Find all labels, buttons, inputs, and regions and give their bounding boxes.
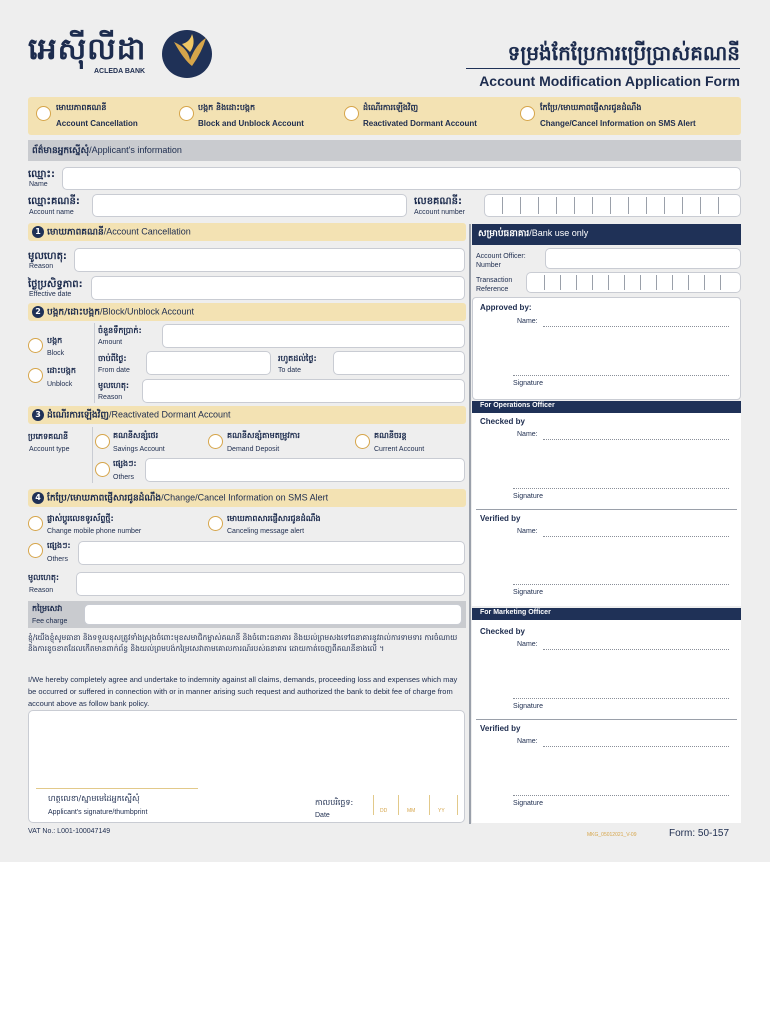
unblock-label-en: Unblock <box>47 381 73 388</box>
mkt-checked-signature-label: Signature <box>513 703 543 710</box>
name-label-en: Name <box>29 181 48 188</box>
change-phone-label-kh: ផ្លាស់ប្តូរលេខទូរស័ព្ទថ្មី: <box>47 514 114 523</box>
name-label-kh: ឈ្មោះ: <box>28 169 55 180</box>
cancel-alert-label-en: Canceling message alert <box>227 528 305 535</box>
from-date-label-en: From date <box>98 367 130 374</box>
option-4-kh: កែប្រែ/មោឃភាពផ្ញើសារជូនដំណឹង <box>540 103 642 112</box>
current-radio[interactable] <box>355 434 370 449</box>
approved-by-label: Approved by: <box>480 303 532 312</box>
account-cancellation-radio[interactable] <box>36 106 51 121</box>
bank-column-border <box>469 224 471 824</box>
acleda-logo-icon <box>162 30 212 78</box>
account-officer-input[interactable] <box>545 248 741 269</box>
date-tick-2 <box>398 795 399 815</box>
operations-heading: For Operations Officer <box>480 402 555 409</box>
sms-alert-radio[interactable] <box>520 106 535 121</box>
ops-verified-name-label: Name: <box>517 528 538 535</box>
ops-checked-signature-label: Signature <box>513 493 543 500</box>
effective-label-kh: ថ្ងៃប្រសិទ្ធភាព: <box>28 279 83 290</box>
from-date-input[interactable] <box>146 351 271 375</box>
mkt-checked-by-label: Checked by <box>480 627 525 636</box>
option-2-kh: បង្កក និងដោះបង្កក <box>198 103 256 112</box>
approved-signature-label: Signature <box>513 380 543 387</box>
mkt-checked-name-label: Name: <box>517 641 538 648</box>
date-label-kh: កាលបរិច្ឆេទ: <box>315 798 354 807</box>
option-1-en: Account Cancellation <box>56 119 138 128</box>
date-mm: MM <box>407 808 416 814</box>
others-3-radio[interactable] <box>95 462 110 477</box>
signature-box[interactable] <box>28 710 465 823</box>
account-name-input[interactable] <box>92 194 407 217</box>
ops-checked-signature-line <box>513 488 729 489</box>
declaration-khmer: ខ្ញុំ/យើងខ្ញុំសូមធានា និងទទួលខុសត្រូវទាំងស្រុងចំពោះមុខសមាជិកម្ចាស់គណនី និងចំពោះធនាគារ និងយល់ព្រមសងទៅធនាគារនូវរាល់ការទាមទារ ការចំណាយ និងការខូចខាតដែលកើតមានពាក់ព័ន្ធ និងយល់ព្រមបង់កម្រៃសេវាតាមគោលការណ៍របស់ធនាគារ ដោយកាត់ចេញពីគណនីខាងលើ ។ <box>28 633 458 653</box>
reason-1-label-en: Reason <box>29 263 54 270</box>
mkt-checked-name-line <box>543 649 729 650</box>
bank-use-heading: សម្រាប់ធនាគារ/Bank use only <box>478 228 589 239</box>
reason-4-input[interactable] <box>76 572 465 596</box>
account-type-label-kh: ប្រភេទគណនី <box>28 432 69 441</box>
mkt-verified-name-label: Name: <box>517 738 538 745</box>
ops-checked-name-label: Name: <box>517 431 538 438</box>
demand-label-en: Demand Deposit <box>227 446 280 453</box>
account-number-label-kh: លេខគណនី: <box>414 196 462 207</box>
account-officer-label: Account Officer: Number <box>476 253 526 269</box>
mkt-verified-signature-label: Signature <box>513 800 543 807</box>
reason-4-label-kh: មូលហេតុ: <box>28 573 60 582</box>
marketing-heading: For Marketing Officer <box>480 609 551 616</box>
date-tick-1 <box>373 795 374 815</box>
option-1-kh: មោឃភាពគណនី <box>56 103 107 112</box>
option-3-kh: ដំណើរការឡើងវិញ <box>363 103 419 112</box>
others-3-label-kh: ផ្សេងៗ: <box>113 459 137 468</box>
savings-label-kh: គណនីសន្សំថេរ <box>113 431 159 440</box>
block-unblock-radio[interactable] <box>179 106 194 121</box>
others-4-input[interactable] <box>78 541 465 565</box>
title-underline <box>466 68 740 69</box>
savings-label-en: Savings Account <box>113 446 165 453</box>
mkt-checked-signature-line <box>513 698 729 699</box>
section-2-heading: 2 បង្កក/ដោះបង្កក/Block/Unblock Account <box>32 306 194 320</box>
name-input[interactable] <box>62 167 741 190</box>
logo-english: ACLEDA BANK <box>94 68 146 75</box>
mkt-verified-signature-line <box>513 795 729 796</box>
others-4-label-en: Others <box>47 556 69 563</box>
form-title-khmer: ទម្រង់កែប្រែការប្រើប្រាស់គណនី <box>507 41 740 65</box>
declaration-english: I/We hereby completely agree and undertake to indemnity against all claims, demands, proceeding loss and expenses which may be occurred or suffered in connection with or in manner arising such request and authorized the bank to debit fee of charge from account above as follow bank policy. <box>28 675 458 708</box>
mkt-divider <box>476 719 737 720</box>
form-title-english: Account Modification Application Form <box>479 73 740 89</box>
ops-verified-by-label: Verified by <box>480 514 521 523</box>
reactivated-radio[interactable] <box>344 106 359 121</box>
account-name-label-kh: ឈ្មោះគណនី: <box>28 196 80 207</box>
others-3-input[interactable] <box>145 458 465 482</box>
date-label-en: Date <box>315 812 330 819</box>
ops-checked-name-line <box>543 439 729 440</box>
to-date-label-en: To date <box>278 367 301 374</box>
form-code: MKG_05012021_V-09 <box>587 832 637 838</box>
vat-number: VAT No.: L001-100047149 <box>28 828 111 835</box>
account-name-label-en: Account name <box>29 209 74 216</box>
demand-radio[interactable] <box>208 434 223 449</box>
fee-label-kh: កម្រៃសេវា <box>32 604 63 613</box>
section-1-heading: 1 មោឃភាពគណនី/Account Cancellation <box>32 226 191 240</box>
demand-label-kh: គណនីសន្សំតាមតម្រូវការ <box>227 431 300 440</box>
marketing-panel <box>472 620 741 823</box>
reason-4-label-en: Reason <box>29 587 54 594</box>
section-2-divider <box>94 323 95 403</box>
fee-input[interactable] <box>84 604 462 625</box>
option-2-en: Block and Unblock Account <box>198 119 304 128</box>
savings-radio[interactable] <box>95 434 110 449</box>
reason-1-label-kh: មូលហេតុ: <box>28 251 67 262</box>
effective-date-input[interactable] <box>91 276 465 300</box>
others-4-radio[interactable] <box>28 543 43 558</box>
ops-verified-signature-line <box>513 584 729 585</box>
reason-2-label-kh: មូលហេតុ: <box>98 381 130 390</box>
transaction-reference-cells <box>544 275 739 290</box>
reason-2-input[interactable] <box>142 379 465 403</box>
section-4-heading: 4 កែប្រែ/មោឃភាពផ្ញើសារជូនដំណឹង/Change/Cancel Information on SMS Alert <box>32 492 328 506</box>
block-radio[interactable] <box>28 338 43 353</box>
account-number-label-en: Account number <box>414 209 465 216</box>
unblock-radio[interactable] <box>28 368 43 383</box>
date-yy: YY <box>438 808 445 814</box>
from-date-label-kh: ចាប់ពីថ្ងៃ: <box>98 354 127 363</box>
option-3-en: Reactivated Dormant Account <box>363 119 477 128</box>
section-3-heading: 3 ដំណើរការឡើងវិញ/Reactivated Dormant Account <box>32 409 231 423</box>
signature-line <box>36 788 198 789</box>
others-4-label-kh: ផ្សេងៗ: <box>47 541 71 550</box>
approved-name-line <box>543 326 729 327</box>
mkt-verified-name-line <box>543 746 729 747</box>
block-label-kh: បង្កក <box>47 336 63 345</box>
change-phone-radio[interactable] <box>28 516 43 531</box>
option-4-en: Change/Cancel Information on SMS Alert <box>540 119 696 128</box>
ops-verified-signature-label: Signature <box>513 589 543 596</box>
to-date-label-kh: រហូតដល់ថ្ងៃ: <box>278 354 317 363</box>
current-label-kh: គណនីចរន្ត <box>374 431 407 440</box>
account-number-cells <box>502 197 737 214</box>
signature-label-kh: ហត្ថលេខា/ស្នាមមេដៃអ្នកស្នើសុំ <box>48 794 140 803</box>
unblock-label-kh: ដោះបង្កក <box>47 366 76 375</box>
reason-2-label-en: Reason <box>98 394 123 401</box>
cancel-alert-label-kh: មោឃភាពសារផ្ញើសារជូនដំណឹង <box>227 514 321 523</box>
transaction-reference-label: Transaction Reference <box>476 277 513 293</box>
date-tick-3 <box>429 795 430 815</box>
reason-1-input[interactable] <box>74 248 465 272</box>
mkt-verified-by-label: Verified by <box>480 724 521 733</box>
ops-checked-by-label: Checked by <box>480 417 525 426</box>
cancel-alert-radio[interactable] <box>208 516 223 531</box>
to-date-input[interactable] <box>333 351 465 375</box>
block-label-en: Block <box>47 350 65 357</box>
amount-input[interactable] <box>162 324 465 348</box>
date-dd: DD <box>380 808 388 814</box>
account-type-label-en: Account type <box>29 446 70 453</box>
signature-label-en: Applicant's signature/thumbprint <box>48 809 148 816</box>
section-3-divider <box>92 427 93 483</box>
current-label-en: Current Account <box>374 446 425 453</box>
amount-label-en: Amount <box>98 339 123 346</box>
logo-khmer: អេស៊ីលីដា <box>28 32 147 67</box>
amount-label-kh: ចំនួនទឹកប្រាក់: <box>98 326 142 335</box>
others-3-label-en: Others <box>113 474 135 481</box>
approved-name-label: Name: <box>517 318 538 325</box>
ops-divider <box>476 509 737 510</box>
applicant-heading: ព័ត៌មានអ្នកស្នើសុំ/Applicant's information <box>32 145 182 156</box>
approved-signature-line <box>513 375 729 376</box>
fee-label-en: Fee charge <box>32 618 68 625</box>
change-phone-label-en: Change mobile phone number <box>47 528 142 535</box>
date-tick-4 <box>457 795 458 815</box>
ops-verified-name-line <box>543 536 729 537</box>
form-number: Form: 50-157 <box>669 828 730 839</box>
effective-label-en: Effective date <box>29 291 72 298</box>
